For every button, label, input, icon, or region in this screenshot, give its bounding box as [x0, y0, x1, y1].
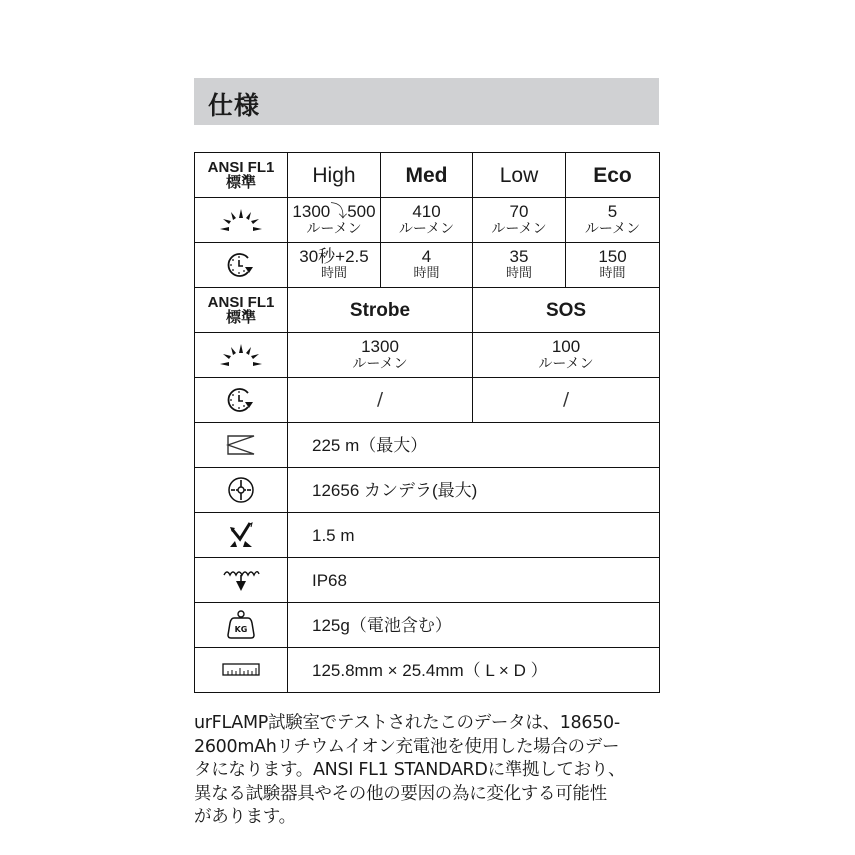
runtime-med [381, 243, 473, 288]
spec-row-weight [195, 603, 660, 648]
brightness-icon [195, 198, 288, 243]
page-title: 仕様 [208, 91, 261, 120]
runtime-value: 4 [421, 247, 432, 266]
mode-label: High [312, 163, 356, 187]
dimensions-value: 125.8mm × 25.4mm（ L × D ） [288, 648, 660, 693]
lumen-value: 5 [607, 202, 618, 221]
lumens-row [195, 198, 660, 243]
mode-label: Eco [593, 163, 632, 187]
impact-value: 1.5 m [288, 513, 660, 558]
lumen-value: 410 [412, 202, 441, 221]
note-line: があります。 [194, 807, 296, 827]
mode-high [288, 153, 381, 198]
spec-row-impact [195, 513, 660, 558]
mode-low [473, 153, 566, 198]
runtime-low [473, 243, 566, 288]
note-line: urFLAMP試験室でテストされたこのデータは、18650- [194, 713, 620, 733]
runtime-value: 150 [598, 247, 627, 266]
runtime-value: 35 [509, 247, 529, 266]
test-note [194, 712, 664, 830]
lumens-sos [473, 333, 660, 378]
ansi-label-line1: ANSI FL1 [207, 159, 275, 176]
mode-label: Med [405, 163, 448, 187]
mode-label: Strobe [349, 299, 411, 321]
runtime-na: / [376, 389, 384, 410]
lumen-unit: ルーメン [538, 356, 594, 372]
lumens-low [473, 198, 566, 243]
spec-row-beam-distance [195, 423, 660, 468]
note-line: 2600mAhリチウムイオン充電池を使用した場合のデー [194, 736, 620, 757]
runtime-eco [566, 243, 660, 288]
special-mode-header-row [195, 288, 660, 333]
special-lumens-row [195, 333, 660, 378]
lumen-unit: ルーメン [352, 356, 408, 372]
beam-distance-value: 225 m（最大） [288, 423, 660, 468]
lumen-unit: ルーメン [306, 221, 362, 237]
spec-table [194, 152, 660, 693]
mode-label: SOS [545, 299, 587, 321]
lumen-unit: ルーメン [584, 221, 641, 237]
spec-row-candela [195, 468, 660, 513]
candela-target-icon [195, 468, 288, 513]
runtime-unit: 時間 [320, 266, 347, 281]
title-band [194, 78, 659, 125]
special-runtime-row [195, 378, 660, 423]
spec-row-dimensions [195, 648, 660, 693]
beam-distance-icon [195, 423, 288, 468]
mode-eco [566, 153, 660, 198]
mode-sos [473, 288, 660, 333]
mode-strobe [288, 288, 473, 333]
waterproof-value: IP68 [288, 558, 660, 603]
runtime-na: / [562, 389, 570, 410]
mode-header-row [195, 153, 660, 198]
mode-med [381, 153, 473, 198]
runtime-unit: 時間 [505, 266, 532, 281]
runtime-high [288, 243, 381, 288]
lumen-value: 1300 [361, 337, 399, 356]
runtime-clock-icon [195, 378, 288, 423]
runtime-strobe [288, 378, 473, 423]
brightness-icon [195, 333, 288, 378]
lumen-unit: ルーメン [491, 221, 547, 237]
lumen-unit: ルーメン [398, 221, 455, 237]
ruler-icon [195, 648, 288, 693]
candela-value: 12656 カンデラ(最大) [288, 468, 660, 513]
runtime-value: 30秒+2.5 [299, 247, 369, 266]
lumen-value: 100 [551, 337, 581, 356]
lumens-eco [566, 198, 660, 243]
ansi-label-line2: 標準 [225, 309, 256, 326]
weight-kg-icon [195, 603, 288, 648]
note-line: タになります。ANSI FL1 STANDARDに準拠しており、 [194, 760, 626, 780]
ansi-standard-label [195, 288, 288, 333]
lumen-value: 70 [509, 202, 529, 221]
ansi-label-line2: 標準 [225, 174, 256, 191]
runtime-unit: 時間 [413, 266, 440, 281]
lumens-med [381, 198, 473, 243]
lumens-strobe [288, 333, 473, 378]
spec-row-waterproof [195, 558, 660, 603]
ansi-standard-label [195, 153, 288, 198]
runtime-unit: 時間 [599, 266, 626, 281]
svg-text:KG: KG [234, 625, 248, 634]
ansi-label-line1: ANSI FL1 [207, 294, 275, 311]
runtime-clock-icon [195, 243, 288, 288]
note-line: 異なる試験器具やその他の要因の為に変化する可能性 [194, 783, 607, 804]
runtime-row [195, 243, 660, 288]
mode-label: Low [499, 163, 539, 187]
impact-resistance-icon [195, 513, 288, 558]
lumen-value: 1300⤵500 [292, 202, 376, 221]
weight-value: 125g（電池含む） [288, 603, 660, 648]
waterproof-icon [195, 558, 288, 603]
runtime-sos [473, 378, 660, 423]
lumens-high [288, 198, 381, 243]
